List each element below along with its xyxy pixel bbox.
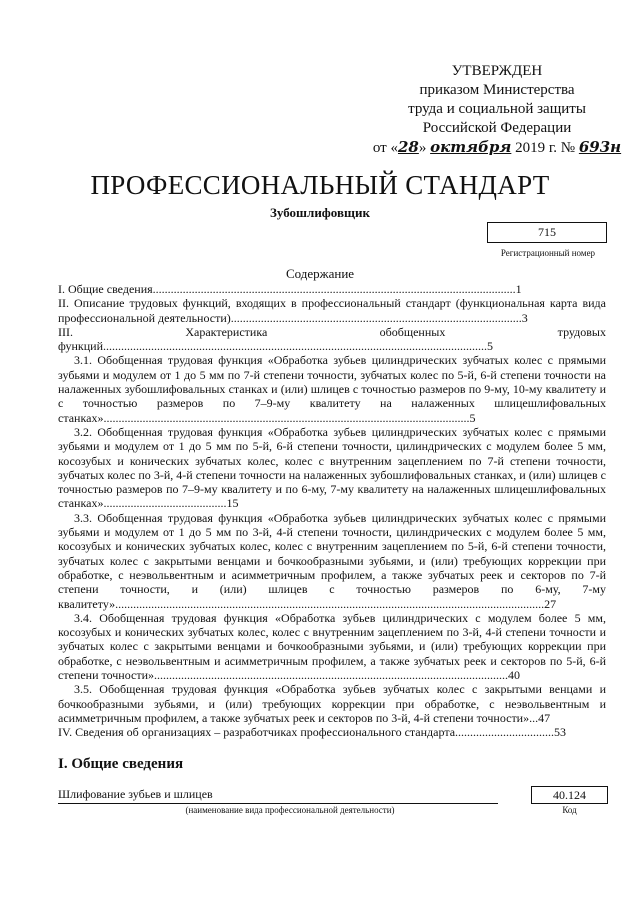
toc-entry[interactable]	[58, 425, 606, 511]
toc-leader: ................................................................................................................................	[103, 339, 487, 354]
registration-number-label: Регистрационный номер	[500, 248, 596, 258]
toc-leader: .................................................................................................	[230, 310, 522, 325]
profession-name: Зубошлифовщик	[270, 205, 370, 220]
toc-entry-text: 3.2. Обобщенная трудовая функция «Обработка зубьев цилиндрических зубчатых колес с прямыми зубьями и модулем от 1 до 5 мм по 5-й, 6-й степени точности, цилиндрических с модулем более 5 мм, косозубых и конических зубчатых колес, колес с внутренним зацеплением по 7-й степени точности, зубчатых колес по 3-й, 4-й степени точности на налаженных зубошлифовальных станках, и (или) шлицев с точностью размеров по 7–9-му квалитету и по 6-му, 7-му квалитету на налаженных шлицешлифовальных станках»	[58, 424, 606, 511]
toc-entry-text: II. Описание трудовых функций, входящих в профессиональный стандарт (функциональная карта вида профессиональной деятельности)	[58, 296, 606, 325]
toc-leader: ..........................................................................................................................	[103, 410, 470, 425]
toc-entry-page: 40	[508, 668, 521, 683]
toc-entry-page: 5	[487, 339, 493, 354]
approval-heading: УТВЕРЖДЕН	[451, 63, 543, 79]
toc-entry-page: 15	[226, 496, 239, 511]
toc-entry[interactable]	[58, 725, 606, 739]
activity-name-field: Шлифование зубьев и шлицев	[58, 787, 498, 804]
toc-entry-text: 3.4. Обобщенная трудовая функция «Обработка зубьев цилиндрических с модулем более 5 мм, косозубых и конических зубчатых колес, колес с внутренним зацеплением по 3-й, 4-й степени точности и зубчатых колес с закрытыми венцами и бочкообразными зубьями, и (или) требующих коррекции при обработке, с неэвольвентным и асимметричным профилем, а также зубчатых реек и секторов по 5-й, 6-й степени точности»	[58, 610, 606, 683]
toc-entry-page: 5	[469, 410, 476, 425]
toc-leader: .........................................	[103, 496, 227, 511]
toc-entry-page: 3	[521, 310, 528, 325]
toc-entry[interactable]	[58, 282, 606, 296]
toc-entry[interactable]	[58, 296, 606, 325]
order-number: 693н	[578, 138, 622, 156]
toc-entry[interactable]	[58, 325, 606, 354]
activity-code-label: Код	[562, 805, 577, 815]
toc-entry-page: 1	[515, 282, 522, 296]
toc-leader: ......................................................................................................................	[154, 668, 509, 683]
approval-line-2: приказом Министерства	[419, 82, 575, 98]
activity-code-box: 40.124	[531, 786, 608, 804]
toc-entry-page: 47	[538, 710, 551, 725]
toc-heading: Содержание	[285, 266, 355, 281]
toc-entry[interactable]	[58, 353, 606, 424]
approval-block	[372, 62, 622, 158]
document-title: ПРОФЕССИОНАЛЬНЫЙ СТАНДАРТ	[90, 170, 550, 200]
registration-number-box: 715	[487, 222, 607, 243]
toc-entry-page: 53	[554, 725, 567, 740]
section-1-title: I. Общие сведения	[58, 756, 184, 772]
approval-date-line	[372, 138, 622, 158]
approval-line-3: труда и социальной защиты	[408, 101, 586, 117]
toc-leader: .........................................................................................................................	[152, 282, 516, 296]
toc-leader: ...	[529, 710, 539, 725]
toc-entry-text: III. Характеристика обобщенных трудовых функций	[58, 324, 606, 354]
toc-entry-text: IV. Сведения об организациях – разработчиках профессионального стандарта	[58, 725, 456, 740]
toc-entry[interactable]	[58, 511, 606, 611]
activity-name-caption: (наименование вида профессиональной деятельности)	[185, 805, 395, 815]
toc-entry-text: I. Общие сведения	[58, 282, 153, 296]
toc-entry-text: 3.5. Обобщенная трудовая функция «Обработка зубьев зубчатых колес с закрытыми венцами и бочкообразными зубьями, и (или) требующих коррекции при обработке, с неэвольвентным и асимметричным профилем, а также зубчатых реек и секторов по 3-й, 4-й степени точности»	[58, 682, 606, 725]
table-of-contents	[58, 282, 606, 740]
toc-entry-text: 3.1. Обобщенная трудовая функция «Обработка зубьев цилиндрических зубчатых колес с прямыми зубьями и модулем от 1 до 5 мм по 7-й степени точности, зубчатых колес по 5-й, 6-й степени точности на налаженных зубошлифовальных станках и (или) шлицев с точностью размеров по 9-му, 10-му квалитету и с точностью размеров по 7–9-му квалитету на налаженных шлицешлифовальных станках»	[58, 353, 606, 425]
date-mid: »	[418, 140, 427, 156]
date-prefix: от «	[372, 140, 398, 156]
toc-leader: .................................	[455, 725, 555, 740]
date-month: октября	[430, 138, 512, 156]
date-year: 2019 г. №	[515, 140, 576, 156]
date-day: 28	[397, 138, 419, 156]
toc-entry-page: 27	[544, 596, 557, 611]
toc-entry[interactable]	[58, 682, 606, 725]
approval-line-4: Российской Федерации	[422, 120, 572, 136]
toc-leader: ...............................................................................................................................................	[115, 596, 545, 611]
toc-entry-text: 3.3. Обобщенная трудовая функция «Обработка зубьев цилиндрических зубчатых колес с прямыми зубьями и модулем от 1 до 5 мм по 3-й, 4-й степени точности, цилиндрических с модулем более 5 мм, косозубых и конических зубчатых колес, колес с внутренним зацеплением по 5-й, 6-й степени точности, зубчатых колес с закрытыми венцами и бочкообразными зубьями, и (или) требующих коррекции при обработке, с неэвольвентным и асимметричным профилем, а также зубчатых реек и секторов по 7-й степени точности, и (или) шлицев с точностью размеров по 6-му, 7-му квалитету»	[58, 510, 606, 611]
toc-entry[interactable]	[58, 611, 606, 682]
